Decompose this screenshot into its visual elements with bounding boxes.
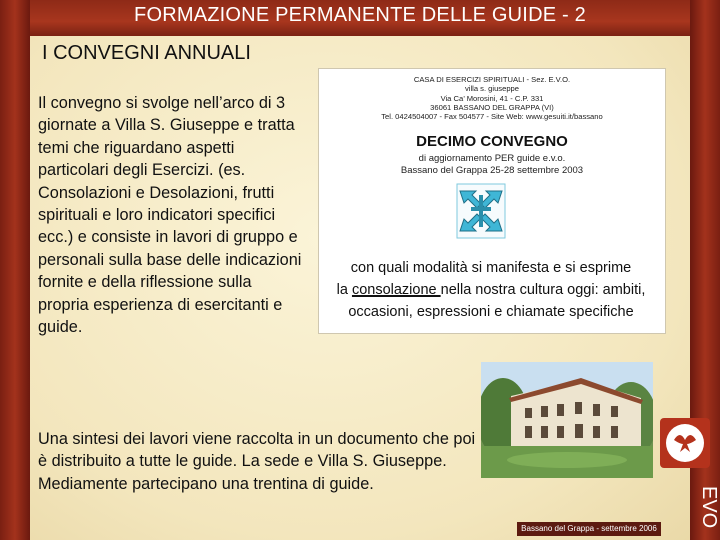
slide-subtitle: I CONVEGNI ANNUALI	[42, 42, 251, 64]
left-frame	[0, 0, 30, 540]
photo-caption: Bassano del Grappa - settembre 2006	[517, 522, 661, 536]
closing-paragraph: Una sintesi dei lavori viene raccolta in un documento che poi è distribuito a tutte le guide. La sede e Villa S. Giuseppe. Mediamente partecipano una trentina di guide.	[38, 430, 476, 493]
poster-header-line: CASA DI ESERCIZI SPIRITUALI - Sez. E.V.O.	[413, 75, 571, 84]
convegno-theme	[320, 257, 662, 323]
villa-photo	[481, 362, 653, 478]
poster-info-line: Bassano del Grappa 25-28 settembre 2003	[400, 165, 584, 176]
theme-line	[320, 279, 662, 323]
evo-label: EVO	[698, 485, 720, 529]
dove-icon	[660, 418, 710, 468]
theme-line: con quali modalità si manifesta e si esprime	[350, 260, 632, 276]
poster-header-line: villa s. giuseppe	[464, 84, 520, 94]
intro-paragraph: Il convegno si svolge nell’arco di 3 giornate a Villa S. Giuseppe e tratta temi che riguardano aspetti particolari degli Esercizi. (es. Consolazioni e Desolazioni, frutti spirituali e loro indicatori specifici ecc.) e consiste in lavori di gruppo e personali sulla base delle indicazioni fornite e della riflessione sulla propria esperienza di esercitanti e guide.	[38, 94, 302, 337]
poster-header-line: 36061 BASSANO DEL GRAPPA (VI)	[430, 102, 554, 112]
poster-info	[319, 153, 665, 177]
poster-header-line: Via Ca’ Morosini, 41 - C.P. 331	[440, 93, 544, 103]
cross-arrows-icon	[456, 183, 506, 239]
theme-prefix: la	[336, 282, 352, 298]
poster-title: DECIMO CONVEGNO	[416, 133, 568, 150]
poster-header-line: Tel. 0424504007 - Fax 504577 - Site Web: www.gesuiti.it/bassano	[381, 112, 603, 122]
theme-rest: nella nostra cultura oggi: ambiti, occasioni, espressioni e chiamate specifiche	[348, 282, 646, 320]
slide-title: FORMAZIONE PERMANENTE DELLE GUIDE - 2	[134, 4, 586, 26]
theme-keyword: consolazione	[351, 282, 441, 298]
poster-header	[319, 75, 665, 121]
poster-info-line: di aggiornamento PER guide e.v.o.	[418, 153, 566, 164]
